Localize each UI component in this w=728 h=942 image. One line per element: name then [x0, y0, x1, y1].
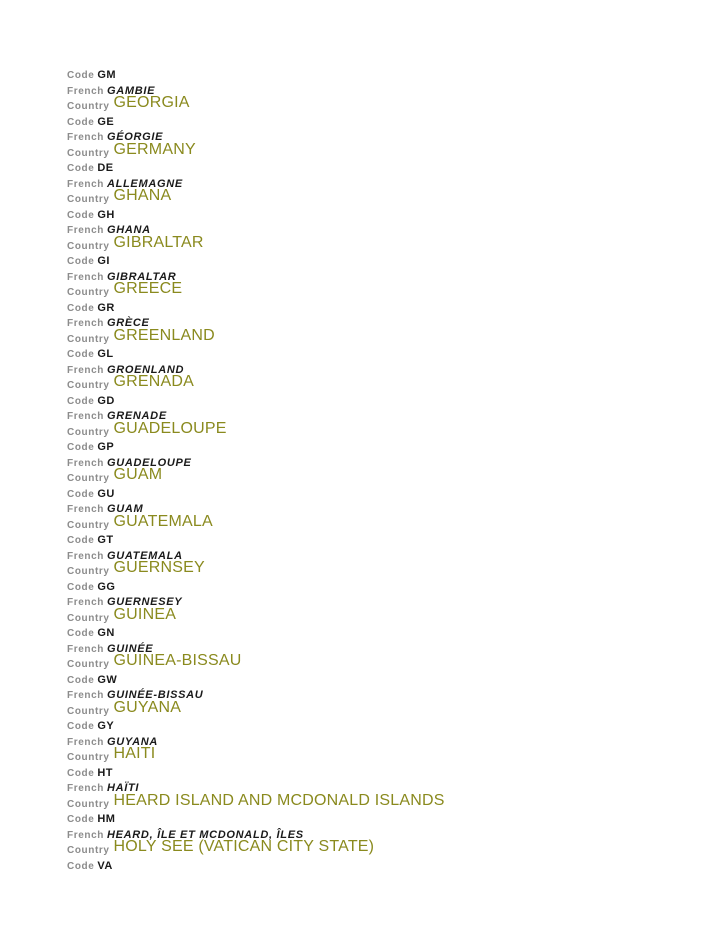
french-value: GUADELOUPE	[106, 456, 192, 469]
code-line	[67, 810, 707, 826]
country-label: Country	[67, 845, 110, 856]
country-value: GUADELOUPE	[113, 419, 227, 437]
code-value: GG	[97, 580, 116, 593]
country-value: GEORGIA	[113, 94, 190, 111]
code-value: HT	[97, 766, 113, 779]
code-value: GI	[97, 255, 110, 267]
french-label: French	[67, 690, 104, 701]
country-entry	[67, 838, 707, 872]
country-value: GUINEA	[113, 605, 177, 623]
french-value: GUERNESEY	[106, 596, 183, 608]
country-label: Country	[67, 101, 110, 112]
code-line	[67, 857, 707, 873]
country-label: Country	[67, 194, 110, 205]
country-label: Country	[67, 287, 110, 298]
code-value: GP	[97, 441, 115, 453]
code-line	[67, 438, 707, 454]
country-entry	[67, 512, 707, 563]
french-label: French	[67, 364, 104, 376]
french-value: GUINÉE	[106, 642, 154, 655]
code-value: GN	[97, 627, 115, 639]
entry-list	[67, 94, 707, 872]
code-line	[67, 392, 707, 408]
code-label: Code	[67, 349, 95, 360]
country-entry	[67, 373, 707, 423]
country-label: Country	[67, 705, 110, 717]
country-line	[67, 419, 707, 439]
country-entry	[67, 605, 707, 656]
country-line	[67, 698, 707, 718]
french-label: French	[67, 457, 104, 469]
country-label: Country	[67, 659, 110, 670]
country-entry	[67, 466, 707, 516]
french-label: French	[67, 783, 104, 794]
country-line	[67, 233, 707, 253]
french-value: GAMBIE	[106, 84, 156, 97]
code-label: Code	[67, 70, 95, 81]
french-value: HAÏTI	[106, 782, 140, 794]
french-line	[67, 733, 707, 749]
country-line	[67, 838, 707, 857]
french-label: French	[67, 225, 104, 236]
french-value: GROENLAND	[106, 363, 185, 376]
country-entry	[67, 559, 707, 609]
code-value: GE	[97, 115, 115, 128]
code-line	[67, 624, 707, 640]
french-label: French	[67, 85, 104, 97]
french-label: French	[67, 271, 104, 283]
country-line	[67, 466, 707, 485]
code-line	[67, 717, 707, 733]
code-line	[67, 578, 707, 594]
country-value: GERMANY	[113, 140, 196, 158]
code-label: Code	[67, 442, 95, 453]
country-line	[67, 745, 707, 764]
country-entry	[67, 698, 707, 749]
country-value: GRENADA	[113, 373, 195, 390]
country-label: Country	[67, 473, 110, 484]
country-line	[67, 187, 707, 206]
country-entry	[67, 745, 707, 795]
country-value: GUINEA-BISSAU	[113, 652, 242, 669]
code-label: Code	[67, 116, 95, 128]
country-entry	[67, 419, 707, 470]
code-label: Code	[67, 209, 95, 221]
code-label: Code	[67, 395, 95, 407]
french-label: French	[67, 736, 104, 748]
code-label: Code	[67, 767, 95, 779]
french-label: French	[67, 643, 104, 655]
country-value: GREENLAND	[113, 326, 215, 344]
country-label: Country	[67, 240, 110, 252]
code-value: GM	[97, 69, 116, 81]
french-label: French	[67, 597, 104, 608]
french-label: French	[67, 550, 104, 562]
code-label: Code	[67, 256, 95, 267]
country-line	[67, 373, 707, 392]
country-label: Country	[67, 147, 110, 159]
country-value: GUATEMALA	[113, 512, 213, 530]
code-label: Code	[67, 721, 95, 732]
country-line	[67, 326, 707, 346]
french-value: GRÈCE	[106, 317, 150, 329]
code-line-top	[67, 66, 707, 82]
code-line	[67, 764, 707, 780]
country-entry	[67, 652, 707, 702]
code-value: VA	[97, 859, 113, 872]
code-value: GR	[97, 301, 115, 314]
country-code-document	[67, 66, 707, 872]
code-value: DE	[97, 162, 114, 174]
country-label: Country	[67, 566, 110, 577]
french-label: French	[67, 504, 104, 515]
country-entry	[67, 791, 707, 842]
french-value: GUINÉE-BISSAU	[106, 689, 204, 701]
french-value: HEARD, ÎLE ET MCDONALD, ÎLES	[106, 828, 304, 841]
code-label: Code	[67, 581, 95, 593]
country-line	[67, 140, 707, 160]
country-line	[67, 791, 707, 811]
country-label: Country	[67, 752, 110, 763]
french-label: French	[67, 411, 104, 422]
code-value: HM	[97, 813, 116, 825]
code-label: Code	[67, 488, 95, 500]
french-label: French	[67, 132, 104, 143]
french-label: French	[67, 829, 104, 841]
country-label: Country	[67, 426, 110, 438]
country-label: Country	[67, 798, 110, 810]
code-value: GT	[97, 534, 114, 546]
country-value: HOLY SEE (VATICAN CITY STATE)	[113, 838, 375, 855]
country-value: HAITI	[113, 745, 156, 762]
country-label: Country	[67, 380, 110, 391]
code-line	[67, 252, 707, 268]
code-line	[67, 206, 707, 222]
country-label: Country	[67, 612, 110, 624]
french-line	[67, 454, 707, 470]
country-entry	[67, 94, 707, 144]
french-value: GUAM	[106, 503, 144, 515]
code-value: GW	[97, 673, 118, 686]
country-line	[67, 652, 707, 671]
code-label: Code	[67, 860, 95, 872]
code-label: Code	[67, 302, 95, 314]
code-line	[67, 113, 707, 129]
french-value: GHANA	[106, 224, 151, 236]
french-value: GUYANA	[106, 735, 159, 748]
country-value: GUYANA	[113, 698, 182, 716]
code-line	[67, 159, 707, 175]
code-value: GD	[97, 394, 115, 407]
code-value: GL	[97, 348, 114, 360]
country-line	[67, 605, 707, 625]
french-value: GÉORGIE	[106, 131, 164, 143]
country-value: GIBRALTAR	[113, 233, 204, 251]
code-value: GH	[97, 208, 115, 221]
code-line	[67, 531, 707, 547]
code-line	[67, 345, 707, 361]
code-label: Code	[67, 535, 95, 546]
country-entry	[67, 233, 707, 284]
french-value: GRENADE	[106, 410, 167, 422]
country-entry	[67, 187, 707, 237]
country-label: Country	[67, 333, 110, 345]
code-label: Code	[67, 674, 95, 686]
country-line	[67, 280, 707, 299]
french-value: GUATEMALA	[106, 549, 183, 562]
country-value: GHANA	[113, 187, 172, 204]
french-label: French	[67, 178, 104, 190]
country-entry	[67, 140, 707, 191]
country-label: Country	[67, 519, 110, 531]
french-value: GIBRALTAR	[106, 270, 177, 283]
code-value: GU	[97, 487, 115, 500]
country-line	[67, 512, 707, 532]
code-label: Code	[67, 163, 95, 174]
code-line	[67, 485, 707, 501]
country-line	[67, 94, 707, 113]
country-value: GUAM	[113, 466, 163, 483]
code-line	[67, 671, 707, 687]
country-value: GREECE	[113, 280, 183, 297]
country-value: GUERNSEY	[113, 559, 205, 576]
french-value: ALLEMAGNE	[106, 177, 183, 190]
country-value: HEARD ISLAND AND MCDONALD ISLANDS	[113, 791, 445, 809]
code-label: Code	[67, 814, 95, 825]
code-value: GY	[97, 720, 115, 732]
country-line	[67, 559, 707, 578]
french-label: French	[67, 318, 104, 329]
country-entry	[67, 280, 707, 330]
code-label: Code	[67, 628, 95, 639]
country-entry	[67, 326, 707, 377]
code-line	[67, 299, 707, 315]
